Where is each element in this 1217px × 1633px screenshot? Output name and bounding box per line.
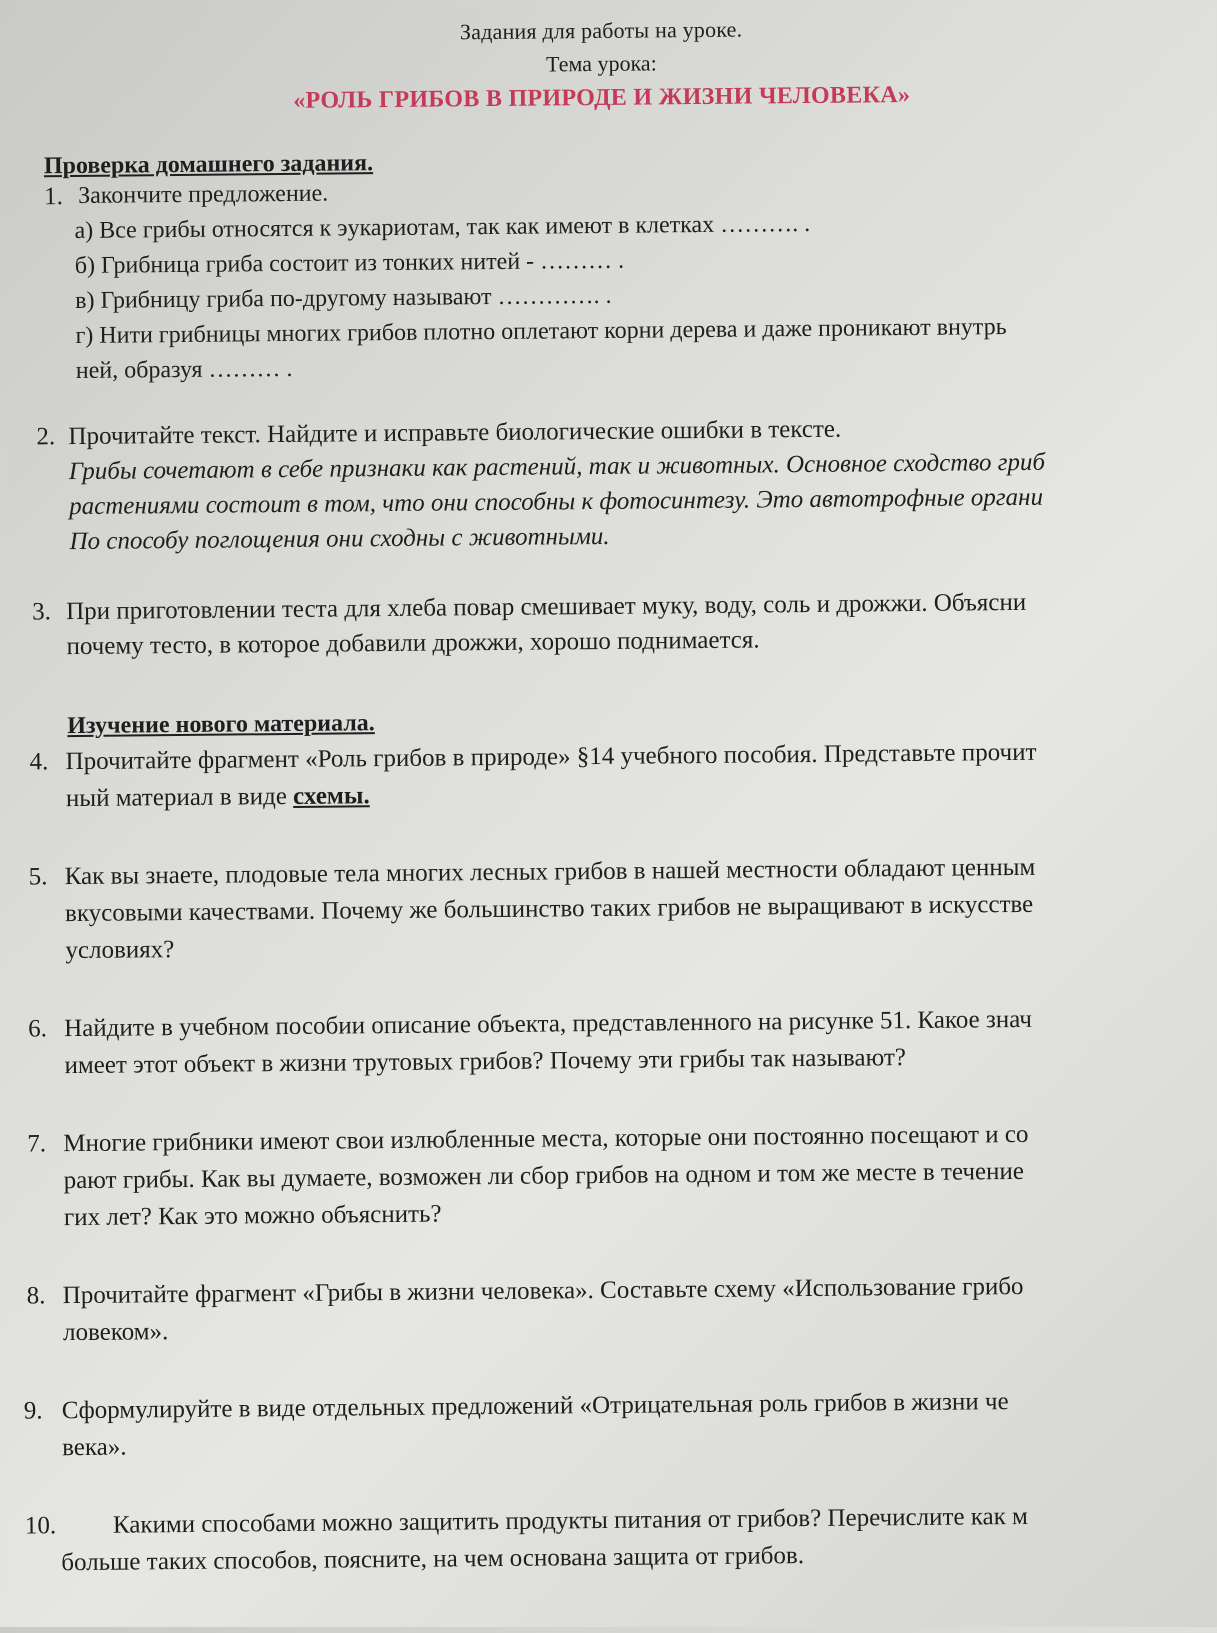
q6-line2: имеет этот объект в жизни трутовых грибов? Почему эти грибы так называют? [64, 1044, 907, 1080]
q8-line1: Прочитайте фрагмент «Грибы в жизни человека». Составьте схему «Использование грибо [62, 1272, 1024, 1310]
q2-line1: Прочитайте текст. Найдите и исправьте биологические ошибки в тексте. [68, 415, 842, 451]
q6-number: 6. [28, 1015, 48, 1043]
q7-number: 7. [27, 1130, 47, 1158]
q9-line1: Сформулируйте в виде отдельных предложений «Отрицательная роль грибов в жизни че [61, 1388, 1009, 1425]
q8-number: 8. [26, 1282, 46, 1310]
q9-line2: века». [62, 1433, 127, 1462]
q6-line1: Найдите в учебном пособии описание объекта, представленного на рисунке 51. Какое знач [64, 1005, 1033, 1043]
q4-number: 4. [29, 748, 49, 776]
header [0, 8, 1210, 122]
q1-number: 1. [44, 183, 64, 211]
q5-line2: вкусовыми качествами. Почему же большинство таких грибов не выращивают в искусстве [64, 890, 1034, 928]
q5-line3: условиях? [65, 936, 175, 965]
q4-scheme-word: схемы. [292, 782, 370, 810]
q5-line1: Как вы знаете, плодовые тела многих лесных грибов в нашей местности обладают ценным [64, 853, 1036, 891]
lesson-title: «РОЛЬ ГРИБОВ В ПРИРОДЕ И ЖИЗНИ ЧЕЛОВЕКА» [293, 81, 911, 114]
header-line-2: Тема урока: [545, 50, 657, 77]
q4-line1: Прочитайте фрагмент «Роль грибов в природе» §14 учебного пособия. Представьте прочит [65, 738, 1037, 776]
q10-number: 10. [24, 1512, 57, 1540]
q1-d-line1: г) Нити грибницы многих грибов плотно оплетают корни дерева и даже проникают внутрь [75, 314, 1007, 350]
q1-b: б) Грибница гриба состоит из тонких нитей - ……… . [74, 247, 625, 280]
section-homework-title: Проверка домашнего задания. [43, 150, 374, 180]
q1-d-line2: ней, образуя ……… . [75, 355, 293, 385]
q2-italic-1: Грибы сочетают в себе признаки как растений, так и животных. Основное сходство гриб [68, 448, 1046, 486]
q10-line1: Какими способами можно защитить продукты питания от грибов? Перечислите как м [112, 1502, 1028, 1539]
q1-c: в) Грибницу гриба по-другому называют …………. . [75, 282, 612, 315]
q4-line2 [66, 782, 370, 813]
q10-line2: больше таких способов, поясните, на чем основана защита от грибов. [61, 1542, 805, 1577]
q7-line2: рают грибы. Как вы думаете, возможен ли сбор грибов на одном и том же месте в течение [63, 1157, 1025, 1195]
q8-line2: ловеком». [62, 1318, 169, 1347]
q3-number: 3. [32, 598, 52, 626]
q3-line1: При приготовлении теста для хлеба повар смешивает муку, воду, соль и дрожжи. Объясни [66, 588, 1027, 626]
q3-line2: почему тесто, в которое добавили дрожжи, хорошо поднимается. [66, 626, 760, 661]
q1-text: Закончите предложение. [78, 180, 329, 209]
q5-number: 5. [28, 863, 48, 891]
q2-italic-2: растениями состоит в том, что они способны к фотосинтезу. Это автотрофные органи [69, 483, 1044, 521]
q2-italic-3: По способу поглощения они сходны с животными. [69, 522, 610, 556]
section-new-material-title: Изучение нового материала. [67, 710, 375, 740]
q7-line3: гих лет? Как это можно объяснить? [63, 1200, 442, 1232]
q7-line1: Многие грибники имеют свои излюбленные места, которые они постоянно посещают и со [63, 1120, 1029, 1158]
q2-number: 2. [36, 423, 56, 451]
q9-number: 9. [23, 1397, 43, 1425]
header-line-1: Задания для работы на уроке. [459, 16, 743, 45]
q4-line2-text: ный материал в виде [65, 782, 294, 813]
q1-a: а) Все грибы относятся к эукариотам, так как имеют в клетках ………. . [74, 210, 811, 245]
